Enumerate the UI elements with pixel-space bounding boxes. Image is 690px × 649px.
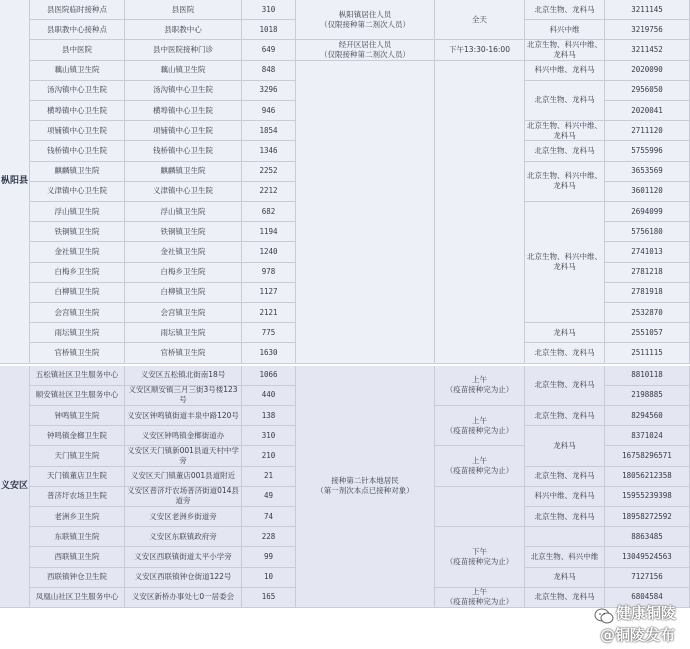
dose-count-cell: 1194 — [242, 222, 296, 242]
site-name-cell: 天门镇卫生院 — [30, 446, 125, 466]
vaccine-type-cell: 北京生物、龙科马 — [525, 406, 605, 426]
vaccine-type-cell: 北京生物、龙科马 — [525, 81, 605, 121]
dose-count-cell: 49 — [242, 487, 296, 507]
dose-count-cell: 649 — [242, 40, 296, 60]
dose-count-cell: 848 — [242, 61, 296, 81]
address-cell: 义安区西联镇钟仓街道122号 — [125, 568, 242, 588]
service-time-cell: 上午 （疫苗接种完为止） — [435, 588, 525, 608]
address-cell: 县中医院接种门诊 — [125, 40, 242, 60]
address-cell: 县职教中心 — [125, 20, 242, 40]
address-cell: 义安区钟鸣镇街道丰泉中路120号 — [125, 406, 242, 426]
site-name-cell: 会宫镇卫生院 — [30, 303, 125, 323]
address-cell: 义安区五松镇北街南18号 — [125, 366, 242, 386]
wechat-icon — [594, 606, 614, 626]
county-cell: 义安区 — [0, 366, 30, 608]
phone-cell: 3211145 — [605, 0, 690, 20]
vaccine-type-cell: 北京生物、龙科马 — [525, 343, 605, 363]
site-name-cell: 钟鸣镇金榔卫生院 — [30, 426, 125, 446]
dose-count-cell: 138 — [242, 406, 296, 426]
phone-cell: 7127156 — [605, 568, 690, 588]
site-name-cell: 钱桥镇中心卫生院 — [30, 141, 125, 161]
phone-cell: 2741013 — [605, 242, 690, 262]
dose-count-cell: 10 — [242, 568, 296, 588]
address-cell: 浮山镇卫生院 — [125, 202, 242, 222]
site-name-cell: 麒麟镇卫生院 — [30, 162, 125, 182]
service-time-cell: 上午 （疫苗接种完为止） — [435, 366, 525, 406]
site-name-cell: 五松镇社区卫生服务中心 — [30, 366, 125, 386]
phone-cell: 2956050 — [605, 81, 690, 101]
phone-cell: 2511115 — [605, 343, 690, 363]
address-cell: 义安区天门镇新001县道天村中学旁 — [125, 446, 242, 466]
site-name-cell: 雨坛镇卫生院 — [30, 323, 125, 343]
phone-cell: 3211452 — [605, 40, 690, 60]
vaccine-type-cell: 北京生物、科兴中维、龙科马 — [525, 40, 605, 60]
vaccine-type-cell: 北京生物、龙科马 — [525, 141, 605, 161]
address-cell: 县医院 — [125, 0, 242, 20]
phone-cell: 8371024 — [605, 426, 690, 446]
site-name-cell: 钟鸣镇卫生院 — [30, 406, 125, 426]
site-name-cell: 东联镇卫生院 — [30, 527, 125, 547]
dose-count-cell: 1018 — [242, 20, 296, 40]
address-cell: 义安区老洲乡街道旁 — [125, 507, 242, 527]
site-name-cell: 白梅乡卫生院 — [30, 263, 125, 283]
phone-cell: 16758296571 — [605, 446, 690, 466]
site-name-cell: 汤沟镇中心卫生院 — [30, 81, 125, 101]
phone-cell: 8810118 — [605, 366, 690, 386]
vaccine-type-cell: 北京生物、龙科马 — [525, 0, 605, 20]
phone-cell: 2532870 — [605, 303, 690, 323]
service-time-cell: 上午 （疫苗接种完为止） — [435, 446, 525, 486]
site-name-cell: 西联镇卫生院 — [30, 547, 125, 567]
dose-count-cell: 310 — [242, 0, 296, 20]
phone-cell: 6804584 — [605, 588, 690, 608]
phone-cell: 2694099 — [605, 202, 690, 222]
site-name-cell: 顺安镇社区卫生服务中心 — [30, 386, 125, 406]
watermark — [594, 600, 690, 649]
dose-count-cell: 946 — [242, 101, 296, 121]
vaccine-type-cell: 北京生物、龙科马 — [525, 507, 605, 527]
site-name-cell: 义津镇中心卫生院 — [30, 182, 125, 202]
site-name-cell: 项铺镇中心卫生院 — [30, 121, 125, 141]
dose-count-cell: 210 — [242, 446, 296, 466]
phone-cell: 2551057 — [605, 323, 690, 343]
address-cell: 汤沟镇中心卫生院 — [125, 81, 242, 101]
site-name-cell: 铁铜镇卫生院 — [30, 222, 125, 242]
dose-count-cell: 682 — [242, 202, 296, 222]
dose-count-cell: 2252 — [242, 162, 296, 182]
address-cell: 义安区新桥办事处七0一居委会 — [125, 588, 242, 608]
service-time-cell: 全天 — [435, 0, 525, 40]
dose-count-cell: 1240 — [242, 242, 296, 262]
dose-count-cell: 310 — [242, 426, 296, 446]
site-name-cell: 西联镇钟仓卫生院 — [30, 568, 125, 588]
vaccine-type-cell: 北京生物、科兴中维、龙科马 — [525, 162, 605, 202]
address-cell: 项铺镇中心卫生院 — [125, 121, 242, 141]
address-cell: 官桥镇卫生院 — [125, 343, 242, 363]
phone-cell: 5756180 — [605, 222, 690, 242]
service-time-cell — [435, 61, 525, 364]
phone-cell: 3653569 — [605, 162, 690, 182]
dose-count-cell: 74 — [242, 507, 296, 527]
phone-cell: 18958272592 — [605, 507, 690, 527]
target-group-cell: 接种第二针本地居民 （第一剂次本点已接种对象） — [296, 366, 435, 608]
site-name-cell: 浮山镇卫生院 — [30, 202, 125, 222]
phone-cell: 18056212358 — [605, 467, 690, 487]
service-time-cell — [435, 487, 525, 527]
dose-count-cell: 1630 — [242, 343, 296, 363]
phone-cell: 2781218 — [605, 263, 690, 283]
phone-cell: 8863485 — [605, 527, 690, 547]
address-cell: 铁铜镇卫生院 — [125, 222, 242, 242]
dose-count-cell: 1066 — [242, 366, 296, 386]
address-cell: 义安区顺安镇三月三街3号楼123号 — [125, 386, 242, 406]
vaccine-type-cell: 北京生物、龙科马 — [525, 467, 605, 487]
site-name-cell: 白柳镇卫生院 — [30, 283, 125, 303]
vaccine-type-cell: 北京生物、科兴中维 — [525, 547, 605, 567]
dose-count-cell: 978 — [242, 263, 296, 283]
vaccine-type-cell: 北京生物、龙科马 — [525, 366, 605, 406]
vaccine-type-cell: 科兴中维、龙科马 — [525, 61, 605, 81]
address-cell: 白柳镇卫生院 — [125, 283, 242, 303]
dose-count-cell: 775 — [242, 323, 296, 343]
address-cell: 义安区普济圩农场普济街道014县道旁 — [125, 487, 242, 507]
dose-count-cell: 165 — [242, 588, 296, 608]
dose-count-cell: 21 — [242, 467, 296, 487]
address-cell: 会宫镇卫生院 — [125, 303, 242, 323]
vaccine-type-cell: 科兴中维 — [525, 20, 605, 40]
dose-count-cell: 2212 — [242, 182, 296, 202]
dose-count-cell: 440 — [242, 386, 296, 406]
site-name-cell: 普济圩农场卫生院 — [30, 487, 125, 507]
address-cell: 藕山镇卫生院 — [125, 61, 242, 81]
site-name-cell: 横埠镇中心卫生院 — [30, 101, 125, 121]
county-cell: 枞阳县 — [0, 0, 30, 364]
phone-cell: 2020041 — [605, 101, 690, 121]
service-time-cell: 下午13:30-16:00 — [435, 40, 525, 60]
vaccine-type-cell: 龙科马 — [525, 568, 605, 588]
phone-cell: 2198885 — [605, 386, 690, 406]
site-name-cell: 金社镇卫生院 — [30, 242, 125, 262]
phone-cell: 2020090 — [605, 61, 690, 81]
address-cell: 金社镇卫生院 — [125, 242, 242, 262]
address-cell: 义安区东联镇政府旁 — [125, 527, 242, 547]
phone-cell: 13049524563 — [605, 547, 690, 567]
vaccine-type-cell: 北京生物、科兴中维、龙科马 — [525, 202, 605, 323]
phone-cell: 2711120 — [605, 121, 690, 141]
address-cell: 义津镇中心卫生院 — [125, 182, 242, 202]
phone-cell: 8294560 — [605, 406, 690, 426]
site-name-cell: 凤凰山社区卫生服务中心 — [30, 588, 125, 608]
dose-count-cell: 1854 — [242, 121, 296, 141]
dose-count-cell: 1346 — [242, 141, 296, 161]
phone-cell: 15955239398 — [605, 487, 690, 507]
address-cell: 横埠镇中心卫生院 — [125, 101, 242, 121]
phone-cell: 3219756 — [605, 20, 690, 40]
service-time-cell: 上午 （疫苗接种完为止） — [435, 406, 525, 446]
site-name-cell: 老洲乡卫生院 — [30, 507, 125, 527]
dose-count-cell: 99 — [242, 547, 296, 567]
site-name-cell: 藕山镇卫生院 — [30, 61, 125, 81]
target-group-cell: 经开区居住人员 （仅限接种第二剂次人员） — [296, 40, 435, 60]
service-time-cell: 下午 （疫苗接种完为止） — [435, 527, 525, 588]
phone-cell: 3601120 — [605, 182, 690, 202]
vaccine-type-cell: 北京生物、龙科马 — [525, 588, 605, 608]
vaccine-type-cell: 龙科马 — [525, 426, 605, 466]
vaccine-type-cell: 龙科马 — [525, 323, 605, 343]
target-group-cell: 枞阳镇居住人员 （仅限接种第二剂次人员） — [296, 0, 435, 40]
site-name-cell: 县中医院 — [30, 40, 125, 60]
address-cell: 白梅乡卫生院 — [125, 263, 242, 283]
target-group-cell — [296, 61, 435, 364]
address-cell: 义安区钟鸣镇金榔街道办 — [125, 426, 242, 446]
address-cell: 麒麟镇卫生院 — [125, 162, 242, 182]
address-cell: 钱桥镇中心卫生院 — [125, 141, 242, 161]
dose-count-cell: 1127 — [242, 283, 296, 303]
vaccine-type-cell: 北京生物、科兴中维、龙科马 — [525, 121, 605, 141]
phone-cell: 5755996 — [605, 141, 690, 161]
address-cell: 义安区西联镇街道太平小学旁 — [125, 547, 242, 567]
site-name-cell: 天门镇董店卫生院 — [30, 467, 125, 487]
address-cell: 义安区天门镇董店001县道附近 — [125, 467, 242, 487]
site-name-cell: 官桥镇卫生院 — [30, 343, 125, 363]
watermark-source: @铜陵发布 — [600, 626, 676, 644]
dose-count-cell: 2121 — [242, 303, 296, 323]
dose-count-cell: 3296 — [242, 81, 296, 101]
site-name-cell: 县职教中心接种点 — [30, 20, 125, 40]
vaccine-type-cell — [525, 527, 605, 547]
site-name-cell: 县医院临时接种点 — [30, 0, 125, 20]
vaccine-type-cell: 科兴中维、龙科马 — [525, 487, 605, 507]
dose-count-cell: 228 — [242, 527, 296, 547]
address-cell: 雨坛镇卫生院 — [125, 323, 242, 343]
watermark-account: 健康铜陵 — [616, 604, 677, 622]
phone-cell: 2781918 — [605, 283, 690, 303]
